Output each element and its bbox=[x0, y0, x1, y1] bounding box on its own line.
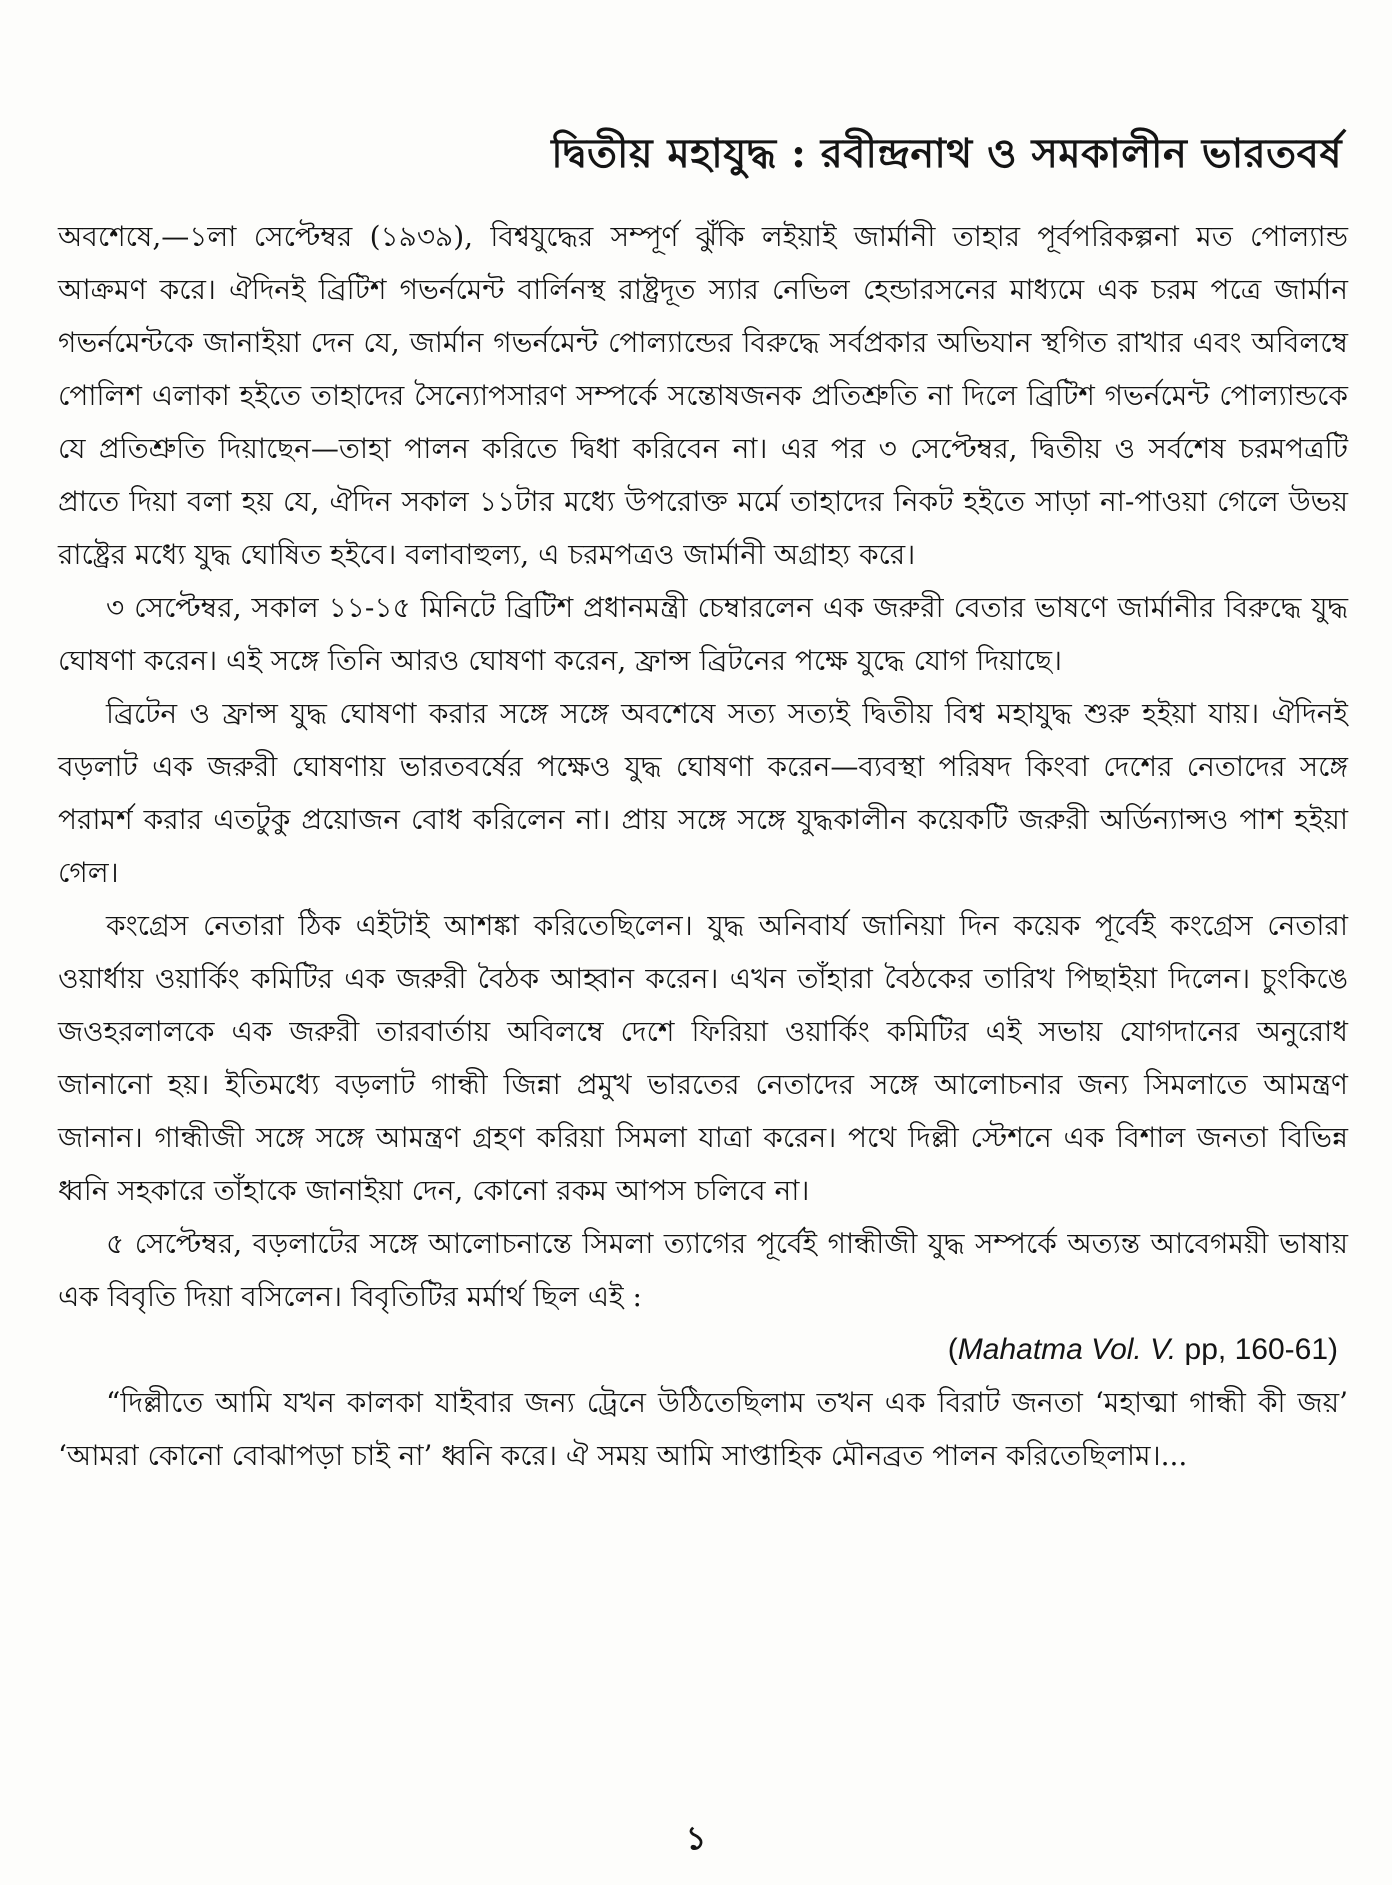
citation-pages: pp, 160-61) bbox=[1176, 1333, 1338, 1366]
paragraph-3: ব্রিটেন ও ফ্রান্স যুদ্ধ ঘোষণা করার সঙ্গে সঙ্গে অবশেষে সত্য সত্যই দ্বিতীয় বিশ্ব মহাযুদ্ধ শুরু হইয়া যায়। ঐদিনই বড়লাট এক জরুরী ঘোষণায় ভারতবর্ষের পক্ষেও যুদ্ধ ঘোষণা করেন—ব্যবস্থা পরিষদ কিংবা দেশের নেতাদের সঙ্গে পরামর্শ করার এতটুকু প্রয়োজন বোধ করিলেন না। প্রায় সঙ্গে সঙ্গে যুদ্ধকালীন কয়েকটি জরুরী অর্ডিন্যান্সও পাশ হইয়া গেল। bbox=[58, 697, 1348, 889]
quote-paragraph: “দিল্লীতে আমি যখন কালকা যাইবার জন্য ট্রেনে উঠিতেছিলাম তখন এক বিরাট জনতা ‘মহাত্মা গান্ধী কী জয়’ ‘আমরা কোনো বোঝাপড়া চাই না’ ধ্বনি করে। ঐ সময় আমি সাপ্তাহিক মৌনব্রত পালন করিতেছিলাম।... bbox=[58, 1386, 1348, 1472]
paragraph-1: অবশেষে,—১লা সেপ্টেম্বর (১৯৩৯), বিশ্বযুদ্ধের সম্পূর্ণ ঝুঁকি লইয়াই জার্মানী তাহার পূর্বপরিকল্পনা মত পোল্যান্ড আক্রমণ করে। ঐদিনই ব্রিটিশ গভর্নমেন্ট বার্লিনস্থ রাষ্ট্রদূত স্যার নেভিল হেন্ডারসনের মাধ্যমে এক চরম পত্রে জার্মান গভর্নমেন্টকে জানাইয়া দেন যে, জার্মান গভর্নমেন্ট পোল্যান্ডের বিরুদ্ধে সর্বপ্রকার অভিযান স্থগিত রাখার এবং অবিলম্বে পোলিশ এলাকা হইতে তাহাদের সৈন্যোপসারণ সম্পর্কে সন্তোষজনক প্রতিশ্রুতি না দিলে ব্রিটিশ গভর্নমেন্ট পোল্যান্ডকে যে প্রতিশ্রুতি দিয়াছেন—তাহা পালন করিতে দ্বিধা করিবেন না। এর পর ৩ সেপ্টেম্বর, দ্বিতীয় ও সর্বশেষ চরমপত্রটি প্রাতে দিয়া বলা হয় যে, ঐদিন সকাল ১১টার মধ্যে উপরোক্ত মর্মে তাহাদের নিকট হইতে সাড়া না-পাওয়া গেলে উভয় রাষ্ট্রের মধ্যে যুদ্ধ ঘোষিত হইবে। বলাবাহুল্য, এ চরমপত্রও জার্মানী অগ্রাহ্য করে। bbox=[58, 220, 1348, 571]
paragraph-5: ৫ সেপ্টেম্বর, বড়লাটের সঙ্গে আলোচনান্তে সিমলা ত্যাগের পূর্বেই গান্ধীজী যুদ্ধ সম্পর্কে অত্যন্ত আবেগময়ী ভাষায় এক বিবৃতি দিয়া বসিলেন। বিবৃতিটির মর্মার্থ ছিল এই : bbox=[58, 1227, 1348, 1313]
citation-source: Mahatma Vol. V. bbox=[957, 1333, 1177, 1366]
paragraph-4: কংগ্রেস নেতারা ঠিক এইটাই আশঙ্কা করিতেছিলেন। যুদ্ধ অনিবার্য জানিয়া দিন কয়েক পূর্বেই কংগ্রেস নেতারা ওয়ার্ধায় ওয়ার্কিং কমিটির এক জরুরী বৈঠক আহ্বান করেন। এখন তাঁহারা বৈঠকের তারিখ পিছাইয়া দিলেন। চুংকিঙে জওহরলালকে এক জরুরী তারবার্তায় অবিলম্বে দেশে ফিরিয়া ওয়ার্কিং কমিটির এই সভায় যোগদানের অনুরোধ জানানো হয়। ইতিমধ্যে বড়লাট গান্ধী জিন্না প্রমুখ ভারতের নেতাদের সঙ্গে আলোচনার জন্য সিমলাতে আমন্ত্রণ জানান। গান্ধীজী সঙ্গে সঙ্গে আমন্ত্রণ গ্রহণ করিয়া সিমলা যাত্রা করেন। পথে দিল্লী স্টেশনে এক বিশাল জনতা বিভিন্ন ধ্বনি সহকারে তাঁহাকে জানাইয়া দেন, কোনো রকম আপস চলিবে না। bbox=[58, 909, 1348, 1207]
citation-open: ( bbox=[947, 1333, 958, 1366]
body-text bbox=[58, 210, 1348, 1482]
page-number: ১ bbox=[685, 1819, 707, 1857]
chapter-title: দ্বিতীয় মহাযুদ্ধ : রবীন্দ্রনাথ ও সমকালীন ভারতবর্ষ bbox=[551, 129, 1342, 177]
paragraph-2: ৩ সেপ্টেম্বর, সকাল ১১-১৫ মিনিটে ব্রিটিশ প্রধানমন্ত্রী চেম্বারলেন এক জরুরী বেতার ভাষণে জার্মানীর বিরুদ্ধে যুদ্ধ ঘোষণা করেন। এই সঙ্গে তিনি আরও ঘোষণা করেন, ফ্রান্স ব্রিটনের পক্ষে যুদ্ধে যোগ দিয়াছে। bbox=[58, 591, 1348, 677]
citation bbox=[58, 1323, 1348, 1376]
